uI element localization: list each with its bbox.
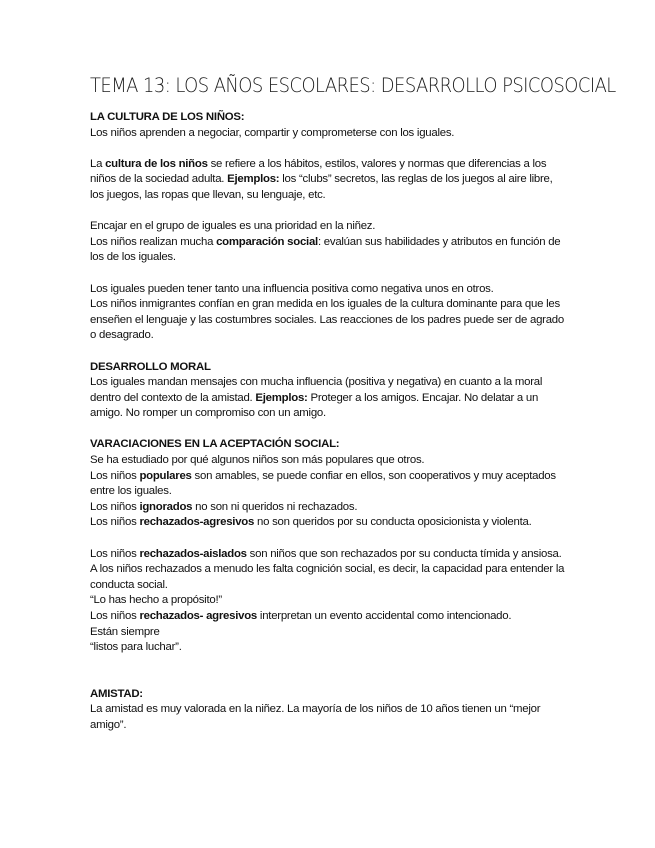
heading-text: VARACIACIONES EN LA ACEPTACIÓN SOCIAL: [90, 438, 340, 451]
section-heading-cultura [90, 110, 568, 126]
text: se refiere a los hábitos, estilos, valores y normas que diferencias a los niños de la sociedad adulta. [90, 157, 547, 186]
paragraph [90, 469, 568, 500]
paragraph [90, 235, 568, 266]
paragraph [90, 375, 568, 422]
text: Los niños [90, 469, 140, 482]
paragraph: Los niños aprenden a negociar, compartir y comprometerse con los iguales. [90, 126, 455, 139]
section-heading-aceptacion [90, 437, 568, 453]
text: Los niños [90, 547, 140, 560]
paragraph [90, 515, 568, 531]
text: son niños que son rechazados por su conducta tímida y ansiosa. [246, 547, 562, 560]
paragraph: Están siempre [90, 625, 160, 638]
paragraph: Encajar en el grupo de iguales es una prioridad en la niñez. [90, 220, 376, 233]
text: no son ni queridos ni rechazados. [192, 500, 358, 513]
paragraph: La amistad es muy valorada en la niñez. La mayoría de los niños de 10 años tienen un “mejor amigo”. [90, 703, 541, 731]
paragraph: Los iguales pueden tener tanto una influencia positiva como negativa unos en otros. [90, 282, 494, 295]
paragraph: A los niños rechazados a menudo les falta cognición social, es decir, la capacidad para entender la conducta social. [90, 563, 565, 591]
paragraph: Los niños inmigrantes confían en gran medida en los iguales de la cultura dominante para que les enseñen el lenguaje y las costumbres sociales. Las reacciones de los padres puede ser de agrado o desagrado. [90, 298, 564, 342]
text: Los niños [90, 516, 140, 529]
bold-term: rechazados-aislados [139, 547, 247, 560]
bold-term: comparación social [216, 235, 318, 248]
text: interpretan un evento accidental como intencionado. [257, 610, 512, 622]
bold-term: Ejemplos: [227, 173, 280, 186]
bold-term: rechazados- agresivos [139, 610, 258, 622]
bold-term: ignorados [139, 500, 193, 513]
text: La [90, 157, 106, 170]
paragraph: “Lo has hecho a propósito!” [90, 594, 222, 607]
paragraph: Se ha estudiado por qué algunos niños son más populares que otros. [90, 454, 425, 467]
page-title: TEMA 13: LOS AÑOS ESCOLARES: DESARROLLO PSICOSOCIAL [90, 74, 616, 97]
text: Los niños [90, 610, 140, 622]
paragraph [90, 547, 568, 563]
bold-term: populares [139, 469, 192, 482]
section-heading-amistad [90, 687, 568, 703]
paragraph: “listos para luchar”. [90, 641, 182, 654]
text: los “clubs” secretos, las reglas de los juegos al aire libre, los juegos, las ropas que llevan, su lenguaje, etc. [90, 173, 553, 201]
text: no son queridos por su conducta oposicionista y violenta. [254, 516, 532, 529]
bold-term: Ejemplos: [255, 391, 308, 404]
text: : evalúan sus habilidades y atributos en función de los de los iguales. [90, 235, 561, 264]
bold-term: rechazados-agresivos [139, 516, 255, 529]
heading-text: LA CULTURA DE LOS NIÑOS: [90, 111, 245, 123]
paragraph [90, 500, 568, 516]
section-heading-moral [90, 360, 568, 376]
text: Los iguales mandan mensajes con mucha influencia (positiva y negativa) en cuanto a la moral dentro del contexto de la amistad. [90, 376, 543, 404]
paragraph [90, 157, 568, 204]
heading-text: AMISTAD: [90, 687, 143, 700]
bold-term: cultura de los niños [105, 157, 208, 170]
text: Los niños [90, 500, 140, 513]
heading-text: DESARROLLO MORAL [90, 360, 211, 373]
text: son amables, se puede confiar en ellos, son cooperativos y muy aceptados entre los iguales. [90, 469, 556, 498]
text: Los niños realizan mucha [90, 235, 217, 248]
text: Proteger a los amigos. Encajar. No delatar a un amigo. No romper un compromiso con un amigo. [90, 391, 539, 420]
document-body [90, 110, 568, 734]
paragraph [90, 609, 568, 625]
